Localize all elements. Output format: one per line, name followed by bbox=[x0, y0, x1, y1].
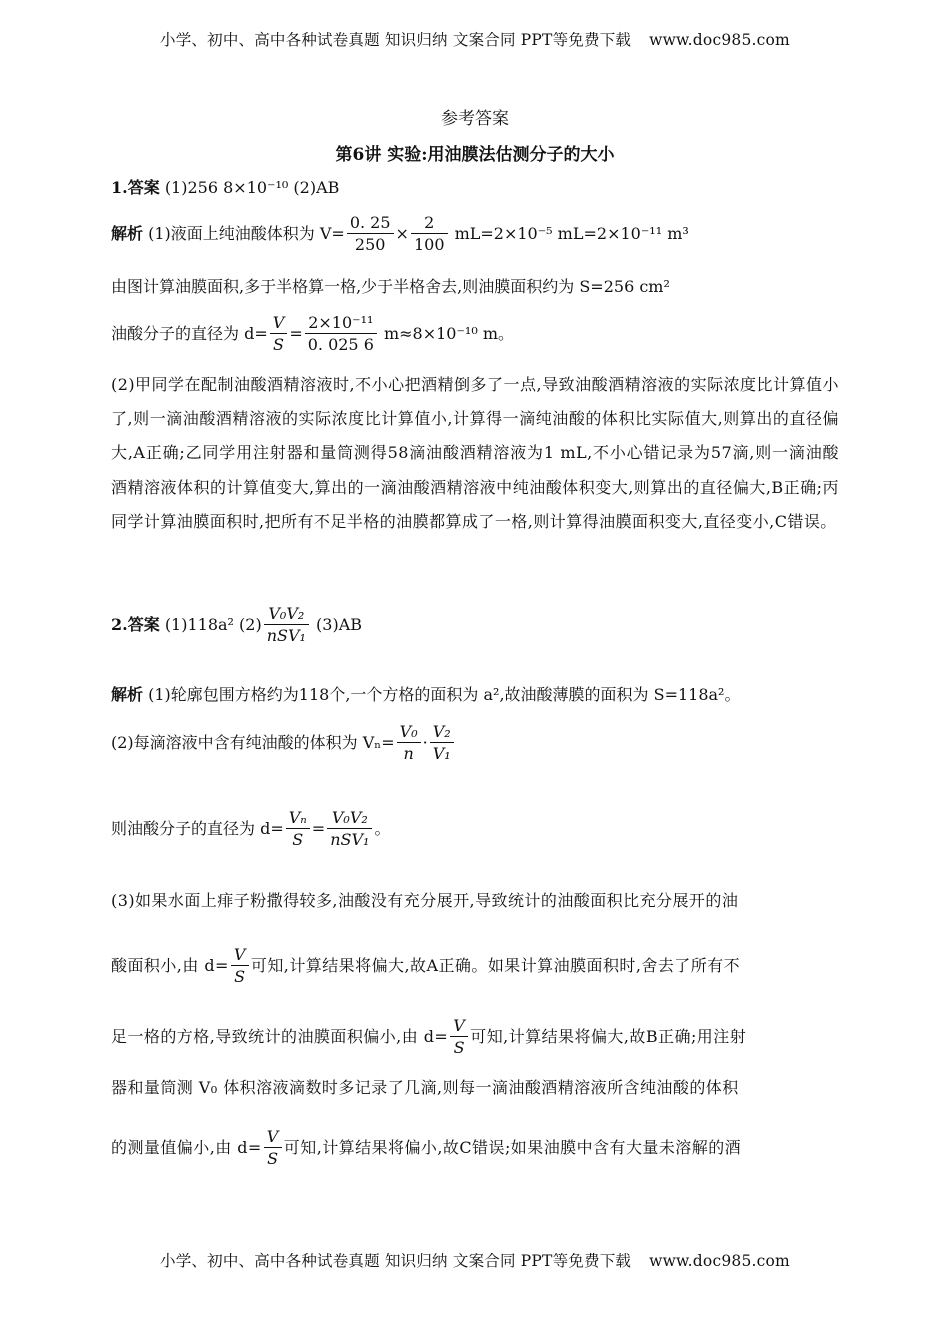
fraction-vn-over-s: $\frac{\text{Vₙ}}{S}$ bbox=[286, 808, 310, 851]
header-url-link[interactable]: www.doc985.com bbox=[649, 31, 790, 49]
footer-url-link[interactable]: www.doc985.com bbox=[649, 1252, 790, 1270]
fraction-v-over-s: $\frac{V}{S}$ bbox=[231, 945, 249, 988]
header-text: 小学、初中、高中各种试卷真题 知识归纳 文案合同 PPT等免费下载 bbox=[160, 31, 632, 49]
page-header bbox=[0, 28, 950, 50]
fraction-diameter-value: $\frac{\text{2×10⁻¹¹}}{0. 025 6}$ bbox=[305, 313, 377, 356]
footer-text: 小学、初中、高中各种试卷真题 知识归纳 文案合同 PPT等免费下载 bbox=[160, 1252, 632, 1270]
fraction-v0-over-n: $\frac{\text{V₀}}{n}$ bbox=[397, 722, 421, 765]
q2-part3-line1: (3)如果水面上痱子粉撒得较多,油酸没有充分展开,导致统计的油酸面积比充分展开的油 bbox=[111, 891, 739, 910]
q1-answer: (1)256 8×10⁻¹⁰ (2)AB bbox=[164, 178, 340, 197]
q2-analysis-label: 解析 bbox=[111, 685, 144, 704]
q1-analysis-part2: (2)甲同学在配制油酸酒精溶液时,不小心把酒精倒多了一点,导致油酸酒精溶液的实际浓度比计算值小了,则一滴油酸酒精溶液的实际浓度比计算值小,计算得一滴纯油酸的体积比实际值大,则算出的直径偏大,A正确;乙同学用注射器和量筒测得58滴油酸酒精溶液为1 mL,不小心错记录为57滴,则一滴油酸酒精溶液体积的计算值变大,算出的一滴油酸酒精溶液中纯油酸体积变大,则算出的直径偏大,B正确;丙同学计算油膜面积时,把所有不足半格的油膜都算成了一格,则计算得油膜面积变大,直径变小,C错误。 bbox=[111, 375, 839, 531]
q1-analysis-line1: 解析 (1)液面上纯油酸体积为 V= $\frac{0. 25}{250}$ × $\frac{2}{100}$ mL=2×10⁻⁵ mL=2×10⁻¹¹ m³ bbox=[111, 213, 689, 254]
q1-answer-line bbox=[111, 175, 339, 198]
fraction-v-over-s: $\frac{V}{S}$ bbox=[270, 313, 288, 356]
q2-part3-line3: 足一格的方格,导致统计的油膜面积偏小,由 d= $\frac{V}{S}$ 可知,计算结果将偏大,故B正确;用注射 bbox=[111, 1016, 747, 1057]
fraction-v-over-s: $\frac{V}{S}$ bbox=[264, 1127, 282, 1170]
lesson-title: 第6讲 实验:用油膜法估测分子的大小 bbox=[335, 145, 615, 165]
q2-analysis-line3: 则油酸分子的直径为 d= $\frac{\text{Vₙ}}{S}$ = $\frac{\text{V₀V₂}}{\text{nSV₁}}$ 。 bbox=[111, 808, 391, 849]
page-footer bbox=[0, 1249, 950, 1271]
fraction-v-over-s: $\frac{V}{S}$ bbox=[450, 1016, 468, 1059]
q1-analysis-line2: 由图计算油膜面积,多于半格算一格,少于半格舍去,则油膜面积约为 S=256 cm² bbox=[111, 277, 670, 296]
fraction-v2-over-v1: $\frac{\text{V₂}}{\text{V₁}}$ bbox=[430, 722, 454, 765]
q1-analysis-label: 解析 bbox=[111, 224, 144, 243]
fraction-diameter-formula: $\frac{\text{V₀V₂}}{\text{nSV₁}}$ bbox=[327, 808, 372, 851]
q2-part3-line2: 酸面积小,由 d= $\frac{V}{S}$ 可知,计算结果将偏大,故A正确。如果计算油膜面积时,舍去了所有不 bbox=[111, 945, 741, 986]
q1-analysis-line3: 油酸分子的直径为 d= $\frac{V}{S}$ = $\frac{\text{2×10⁻¹¹}}{0. 025 6}$ m≈8×10⁻¹⁰ m。 bbox=[111, 313, 515, 354]
fraction-drop: $\frac{2}{100}$ bbox=[411, 213, 448, 256]
q2-label: 2.答案 bbox=[111, 615, 160, 634]
q1-label: 1.答案 bbox=[111, 178, 160, 197]
q2-part3-line4: 器和量筒测 V₀ 体积溶液滴数时多记录了几滴,则每一滴油酸酒精溶液所含纯油酸的体积 bbox=[111, 1078, 739, 1097]
fraction-pure-oil: $\frac{0. 25}{250}$ bbox=[347, 213, 394, 256]
fraction-q2-answer: $\frac{\text{V₀V₂}}{\text{nSV₁}}$ bbox=[264, 604, 309, 647]
answer-title: 参考答案 bbox=[441, 109, 509, 129]
q2-analysis-line1: 解析 (1)轮廓包围方格约为118个,一个方格的面积为 a²,故油酸薄膜的面积为 S=118a²。 bbox=[111, 685, 741, 704]
q1-analysis-text: (1)液面上纯油酸体积为 V= bbox=[148, 224, 345, 243]
q2-answer-line: 2.答案 (1)118a² (2) $\frac{\text{V₀V₂}}{\text{nSV₁}}$ (3)AB bbox=[111, 604, 363, 645]
q2-analysis-line2: (2)每滴溶液中含有纯油酸的体积为 Vₙ= $\frac{\text{V₀}}{n}$ · $\frac{\text{V₂}}{\text{V₁}}$ bbox=[111, 722, 456, 765]
q2-part3-line5: 的测量值偏小,由 d= $\frac{V}{S}$ 可知,计算结果将偏小,故C错误;如果油膜中含有大量未溶解的酒 bbox=[111, 1127, 742, 1168]
